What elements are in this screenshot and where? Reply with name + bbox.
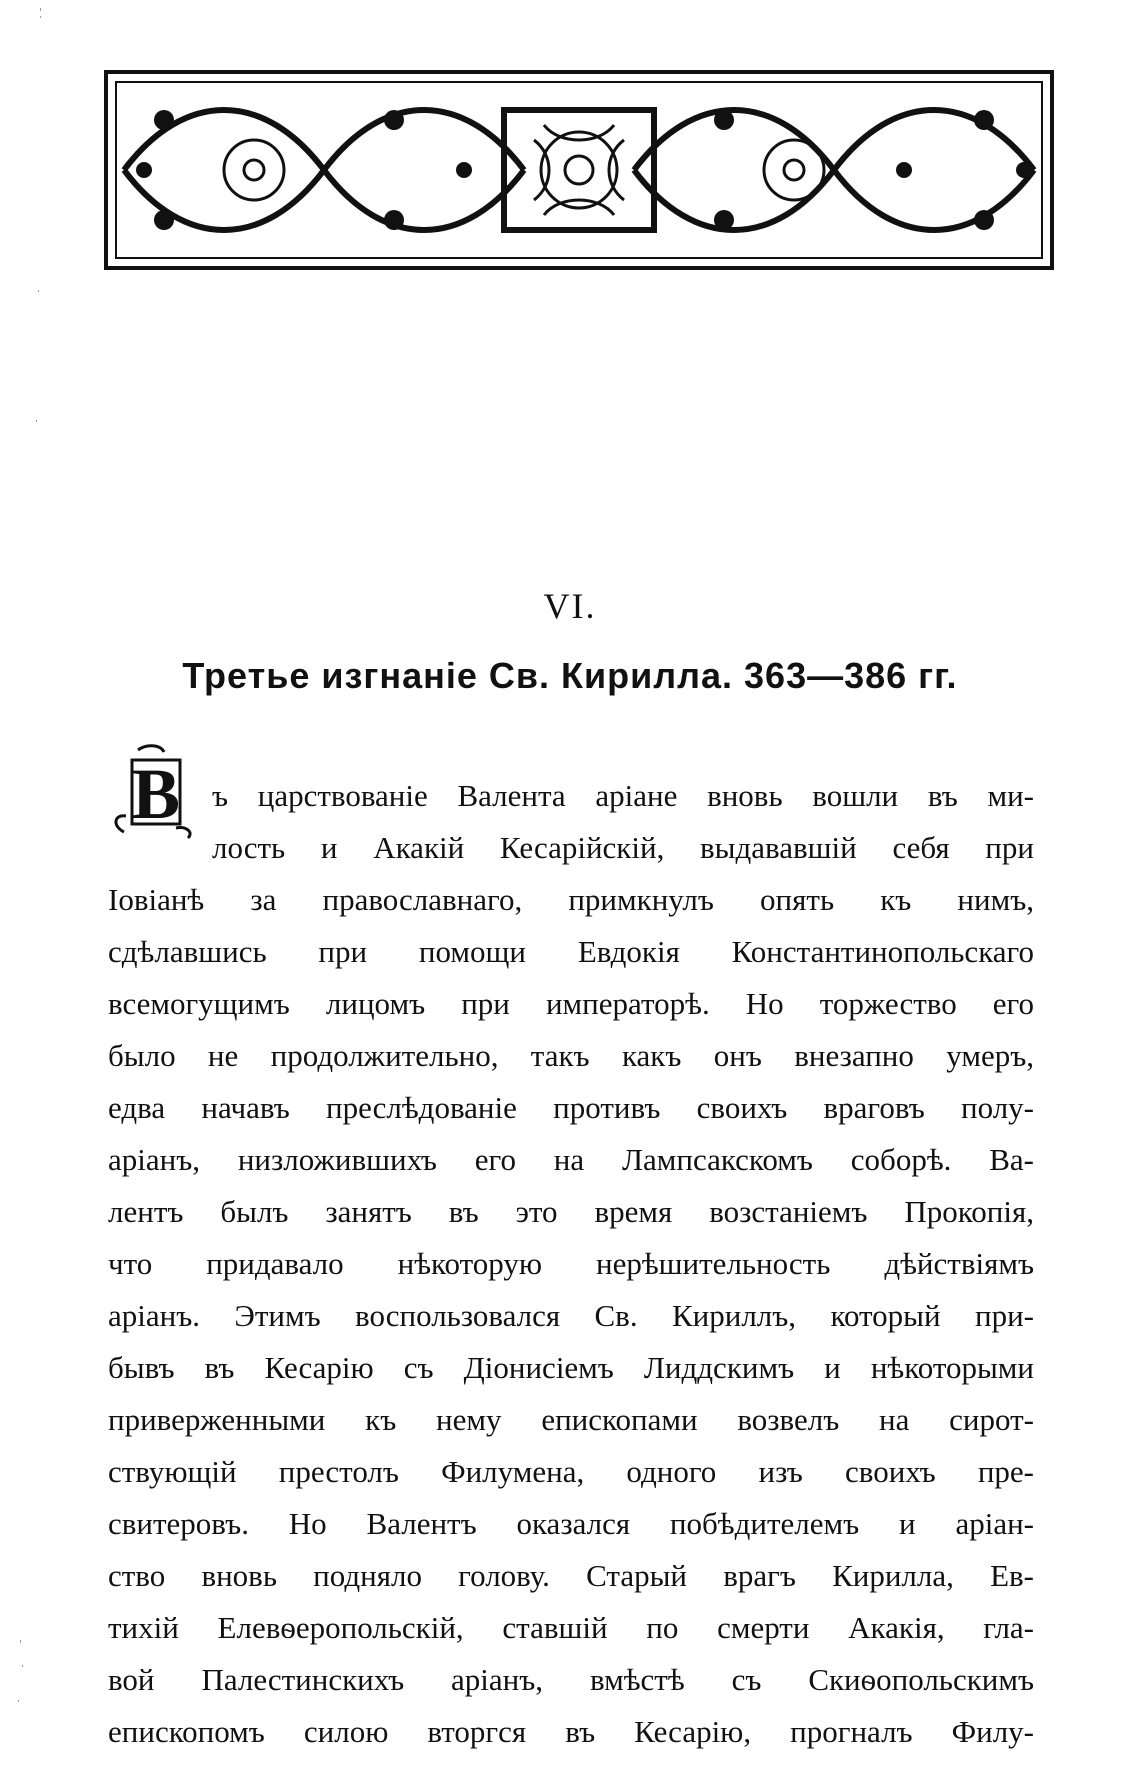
text-line: всемогущимъ лицомъ при императорѣ. Но торжество его [108,986,1034,1021]
text-line: аріанъ. Этимъ воспользовался Св. Кириллъ, который при- [108,1298,1034,1333]
text-line: аріанъ, низложившихъ его на Лампсакскомъ соборѣ. Ва- [108,1142,1034,1177]
text-line: едва начавъ преслѣдованіе противъ своихъ враговъ полу- [108,1090,1034,1125]
chapter-number: VI. [543,586,597,626]
text-line: приверженными къ нему епископами возвелъ на сирот- [108,1402,1034,1437]
text-line: было не продолжительно, такъ какъ онъ внезапно умеръ, [108,1038,1034,1073]
text-line: бывъ въ Кесарію съ Діонисіемъ Лиддскимъ и нѣкоторыми [108,1350,1034,1385]
chapter-title: Третье изгнаніе Св. Кирилла. 363—386 гг. [182,655,958,696]
text-line: лость и Акакій Кесарійскій, выдававшій себя при [212,830,1034,865]
text-line: что придавало нѣкоторую нерѣшительность дѣйствіямъ [108,1246,1034,1281]
text-line: тихій Елевѳеропольскій, ставшій по смерти Акакія, гла- [108,1610,1034,1645]
text-line: Іовіанѣ за православнаго, примкнулъ опять къ нимъ, [108,882,1034,917]
text-line: свитеровъ. Но Валентъ оказался побѣдителемъ и аріан- [108,1506,1034,1541]
drop-cap-letter: В [131,754,181,834]
text-line: лентъ былъ занятъ въ это время возстаніемъ Прокопія, [108,1194,1034,1229]
body-text [108,770,1034,1758]
text-line: ствующій престолъ Филумена, одного изъ своихъ пре- [108,1454,1034,1489]
text-line: ство вновь подняло голову. Старый врагъ Кирилла, Ев- [108,1558,1034,1593]
scan-edge-marks [0,0,60,1772]
text-line: ъ царствованіе Валента аріане вновь вошли въ ми- [212,778,1034,813]
text-line: епископомъ силою вторгся въ Кесарію, прогналъ Филу- [108,1714,1034,1749]
text-line: вой Палестинскихъ аріанъ, вмѣстѣ съ Скиѳопольскимъ [108,1662,1034,1697]
ornamental-headpiece [104,70,1054,270]
text-line: сдѣлавшись при помощи Евдокія Константинопольскаго [108,934,1034,969]
